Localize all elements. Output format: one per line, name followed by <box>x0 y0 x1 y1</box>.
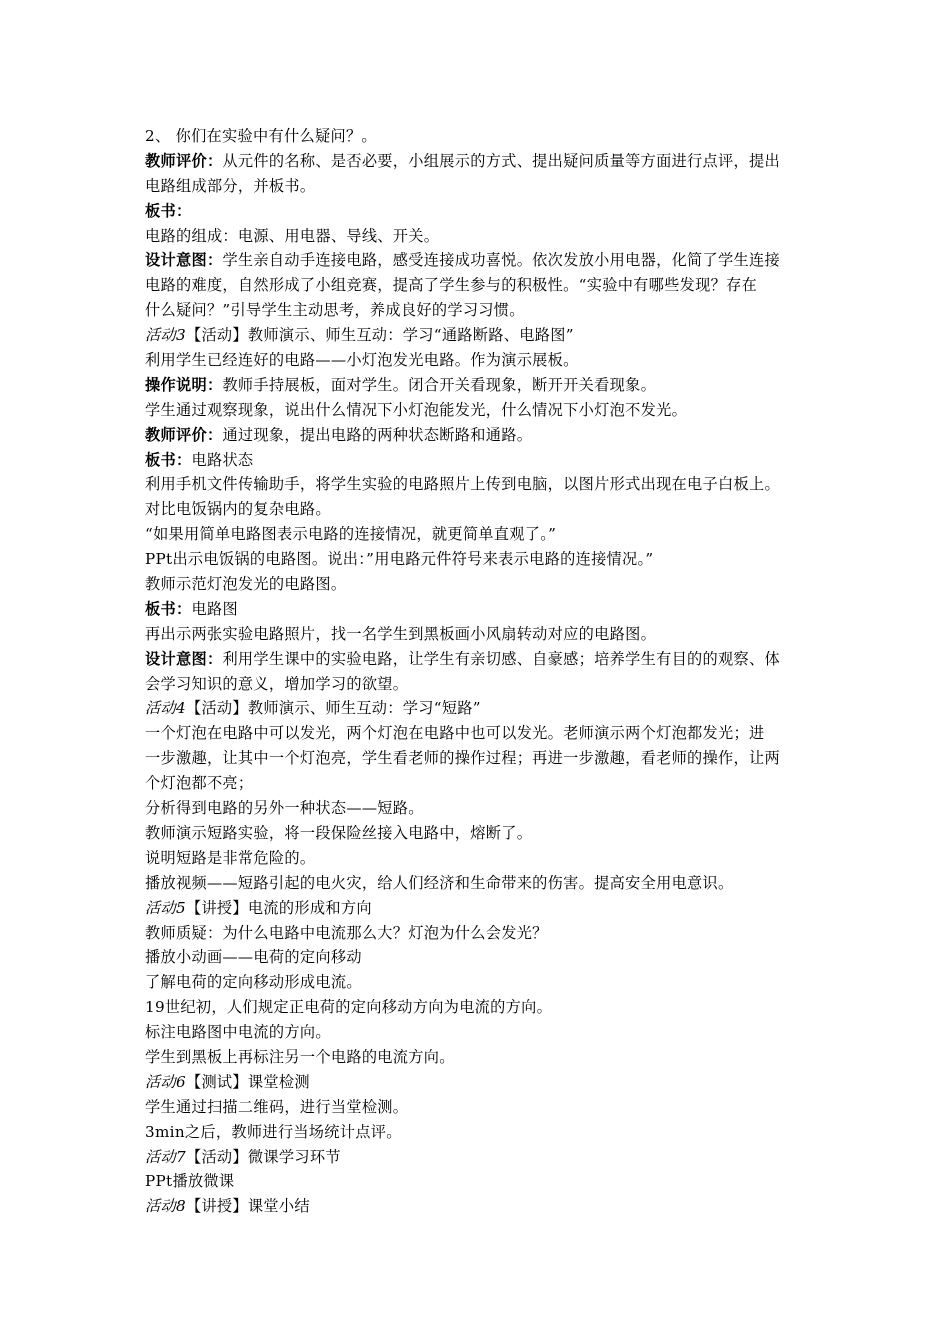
text-line <box>145 647 825 672</box>
section-label: 设计意图： <box>145 251 223 270</box>
line-text: 电路的难度，自然形成了小组竞赛，提高了学生参与的积极性。“实验中有哪些发现？存在 <box>145 276 758 295</box>
line-text: 从元件的名称、是否必要，小组展示的方式、提出疑问质量等方面进行点评，提出 <box>222 151 780 170</box>
line-text: 【活动】微课学习环节 <box>185 1147 341 1166</box>
section-label: 板书： <box>145 450 192 469</box>
text-line <box>145 1045 825 1070</box>
text-line <box>145 273 825 298</box>
section-label: 教师评价： <box>145 151 223 170</box>
section-label: 板书： <box>145 201 192 220</box>
line-text: 学生通过观察现象，说出什么情况下小灯泡能发光，什么情况下小灯泡不发光。 <box>145 400 688 419</box>
activity-label: 活动4 <box>145 699 186 718</box>
text-line <box>145 696 825 721</box>
text-line <box>145 1020 825 1045</box>
line-text: 【讲授】课堂小结 <box>185 1197 310 1216</box>
text-line <box>145 771 825 796</box>
text-line <box>145 572 825 597</box>
text-line <box>145 472 825 497</box>
line-text: 通过现象，提出电路的两种状态断路和通路。 <box>222 425 533 444</box>
text-line <box>145 398 825 423</box>
line-text: 【活动】教师演示、师生互动：学习“通路断路、电路图” <box>185 326 574 345</box>
line-text: 教师演示短路实验，将一段保险丝接入电路中，熔断了。 <box>145 823 533 842</box>
text-line <box>145 746 825 771</box>
text-line <box>145 199 825 224</box>
line-text: 播放小动画——电荷的定向移动 <box>145 948 362 967</box>
text-line <box>145 522 825 547</box>
text-line <box>145 1070 825 1095</box>
line-text: “如果用简单电路图表示电路的连接情况，就更简单直观了。” <box>145 525 557 544</box>
line-text: 学生通过扫描二维码，进行当堂检测。 <box>145 1097 409 1116</box>
text-line <box>145 896 825 921</box>
text-line <box>145 970 825 995</box>
text-line <box>145 373 825 398</box>
text-line <box>145 721 825 746</box>
document-body <box>145 124 825 1219</box>
text-line <box>145 1194 825 1219</box>
line-text: 利用学生课中的实验电路，让学生有亲切感、自豪感；培养学生有目的的观察、体 <box>222 649 780 668</box>
text-line <box>145 945 825 970</box>
text-line <box>145 921 825 946</box>
text-line <box>145 149 825 174</box>
activity-label: 活动5 <box>145 898 186 917</box>
line-text: 再出示两张实验电路照片，找一名学生到黑板画小风扇转动对应的电路图。 <box>145 624 657 643</box>
text-line <box>145 846 825 871</box>
text-line <box>145 622 825 647</box>
activity-label: 活动8 <box>145 1197 186 1216</box>
activity-label: 活动6 <box>145 1072 186 1091</box>
line-text: 【讲授】电流的形成和方向 <box>185 898 372 917</box>
line-text: 说明短路是非常危险的。 <box>145 848 316 867</box>
line-text: PPt出示电饭锅的电路图。说出：”用电路元件符号来表示电路的连接情况。” <box>145 550 654 569</box>
line-text: 教师质疑：为什么电路中电流那么大？灯泡为什么会发光？ <box>145 923 548 942</box>
line-text: 电路状态 <box>191 450 254 469</box>
text-line <box>145 547 825 572</box>
text-line <box>145 348 825 373</box>
line-text: 什么疑问？”引导学生主动思考，养成良好的学习习惯。 <box>145 301 525 320</box>
text-line <box>145 497 825 522</box>
line-text: 学生到黑板上再标注另一个电路的电流方向。 <box>145 1047 455 1066</box>
line-text: 19世纪初，人们规定正电荷的定向移动方向为电流的方向。 <box>145 998 553 1017</box>
text-line <box>145 995 825 1020</box>
text-line <box>145 1145 825 1170</box>
text-line <box>145 423 825 448</box>
section-label: 设计意图： <box>145 649 223 668</box>
activity-label: 活动3 <box>145 326 186 345</box>
text-line <box>145 248 825 273</box>
text-line <box>145 796 825 821</box>
line-text: 利用学生已经连好的电路——小灯泡发光电路。作为演示展板。 <box>145 351 579 370</box>
text-line <box>145 597 825 622</box>
text-line <box>145 1169 825 1194</box>
line-text: 对比电饭锅内的复杂电路。 <box>145 500 331 519</box>
line-text: 【活动】教师演示、师生互动：学习“短路” <box>185 699 481 718</box>
line-text: 分析得到电路的另外一种状态——短路。 <box>145 799 424 818</box>
text-line <box>145 174 825 199</box>
line-text: 利用手机文件传输助手，将学生实验的电路照片上传到电脑，以图片形式出现在电子白板上。 <box>145 475 780 494</box>
text-line <box>145 1095 825 1120</box>
text-line <box>145 821 825 846</box>
line-text: 电路组成部分，并板书。 <box>145 176 316 195</box>
line-text: 一步激趣，让其中一个灯泡亮，学生看老师的操作过程；再进一步激趣，看老师的操作，让两 <box>145 749 780 768</box>
line-text: 标注电路图中电流的方向。 <box>145 1023 331 1042</box>
activity-label: 活动7 <box>145 1147 186 1166</box>
text-line <box>145 298 825 323</box>
text-line <box>145 1120 825 1145</box>
line-text: 2、 你们在实验中有什么疑问？。 <box>145 127 377 145</box>
text-line <box>145 448 825 473</box>
line-text: 【测试】课堂检测 <box>185 1072 310 1091</box>
text-line <box>145 124 825 149</box>
text-line <box>145 672 825 697</box>
line-text: 电路的组成：电源、用电器、导线、开关。 <box>145 226 440 245</box>
line-text: 教师示范灯泡发光的电路图。 <box>145 575 347 594</box>
text-line <box>145 323 825 348</box>
line-text: 教师手持展板，面对学生。闭合开关看现象，断开开关看现象。 <box>222 375 657 394</box>
section-label: 操作说明： <box>145 375 223 394</box>
text-line <box>145 224 825 249</box>
text-line <box>145 871 825 896</box>
line-text: 3min之后，教师进行当场统计点评。 <box>145 1122 402 1141</box>
line-text: 学生亲自动手连接电路，感受连接成功喜悦。依次发放小用电器，化简了学生连接 <box>222 251 780 270</box>
line-text: 个灯泡都不亮； <box>145 774 254 793</box>
line-text: 会学习知识的意义，增加学习的欲望。 <box>145 674 409 693</box>
section-label: 板书： <box>145 599 192 618</box>
line-text: 一个灯泡在电路中可以发光，两个灯泡在电路中也可以发光。老师演示两个灯泡都发光；进 <box>145 724 765 743</box>
line-text: 电路图 <box>191 599 238 618</box>
line-text: PPt播放微课 <box>145 1172 235 1191</box>
line-text: 播放视频——短路引起的电火灾，给人们经济和生命带来的伤害。提高安全用电意识。 <box>145 873 734 892</box>
section-label: 教师评价： <box>145 425 223 444</box>
line-text: 了解电荷的定向移动形成电流。 <box>145 973 362 992</box>
